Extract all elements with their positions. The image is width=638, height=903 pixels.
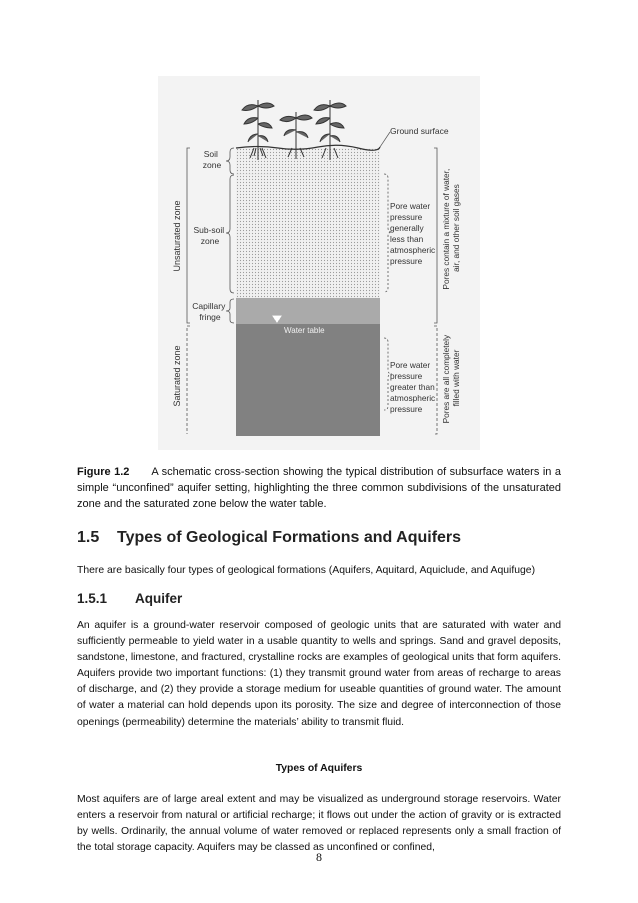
- section-number: 1.5: [77, 529, 100, 546]
- figure-caption: [77, 464, 561, 512]
- section-intro-paragraph: There are basically four types of geological formations (Aquifers, Aquitard, Aquiclude, and Aquifuge): [77, 565, 536, 576]
- aquifer-paragraph: An aquifer is a ground-water reservoir composed of geologic units that are saturated with water and sufficiently permeable to yield water in a usable quantity to wells and springs. Sand and gravel deposits, sandstone, limestone, and fractured, crystalline rocks are examples of geological units that form aquifers. Aquifers provide two important functions: (1) they transmit ground water from areas of recharge to areas of discharge, and (2) they provide a storage medium for useable quantities of ground water. The amount of water a material can hold depends upon its porosity. The size and degree of interconnection of those openings (permeability) determine the materials’ ability to transmit fluid.: [77, 620, 561, 728]
- soil-zone-label: Soil zone: [202, 149, 222, 170]
- section-title: Types of Geological Formations and Aquifers: [117, 529, 462, 546]
- figure-caption-text: A schematic cross-section showing the typical distribution of subsurface waters in a simple “unconfined” aquifer setting, highlighting the three common subdivisions of the unsaturated zone and the saturated zone below the water table.: [77, 466, 561, 510]
- subsoil-zone-layer: [236, 174, 380, 298]
- subsoil-zone-label: Sub-soil zone: [193, 225, 225, 246]
- pore-pressure-greater-label: Pore water pressure greater than atmospheric pressure: [390, 360, 436, 414]
- saturated-zone-label: Saturated zone: [172, 345, 182, 407]
- ground-surface-label: Ground surface: [390, 126, 449, 136]
- pore-pressure-less-label: Pore water pressure generally less than atmospheric pressure: [390, 201, 436, 266]
- pores-filled-label: Pores are all completely filled with water: [441, 334, 461, 424]
- page-number: 8: [316, 850, 322, 864]
- pores-mixture-label: Pores contain a mixture of water, air, and other soil gases: [441, 168, 461, 290]
- outer-left-brackets: [187, 148, 190, 434]
- cross-section-diagram: [158, 76, 480, 450]
- types-of-aquifers-heading: Types of Aquifers: [275, 763, 363, 774]
- subsection-heading: [77, 591, 182, 606]
- capillary-fringe-label: Capillary fringe: [192, 301, 226, 322]
- water-table-label: Water table: [284, 326, 325, 335]
- section-heading: [77, 529, 461, 547]
- figure-caption-label: Figure 1.2: [77, 466, 130, 478]
- subsection-number: 1.5.1: [77, 591, 108, 606]
- saturated-zone-layer: [236, 324, 380, 436]
- figure-aquifer-cross-section: [158, 76, 480, 450]
- left-braces: [226, 148, 234, 323]
- subsection-title: Aquifer: [135, 591, 183, 606]
- types-of-aquifers-paragraph: Most aquifers are of large areal extent and may be visualized as underground storage reservoirs. Water enters a reservoir from natural or artificial recharge; it flows out under the action of gravity or is extracted by wells. Ordinarily, the annual volume of water removed or replaced represents only a small fraction of the total storage capacity. Aquifers may be classed as unconfined or confined,: [77, 794, 561, 854]
- capillary-fringe-layer: [236, 298, 380, 324]
- unsaturated-zone-label: Unsaturated zone: [172, 200, 182, 272]
